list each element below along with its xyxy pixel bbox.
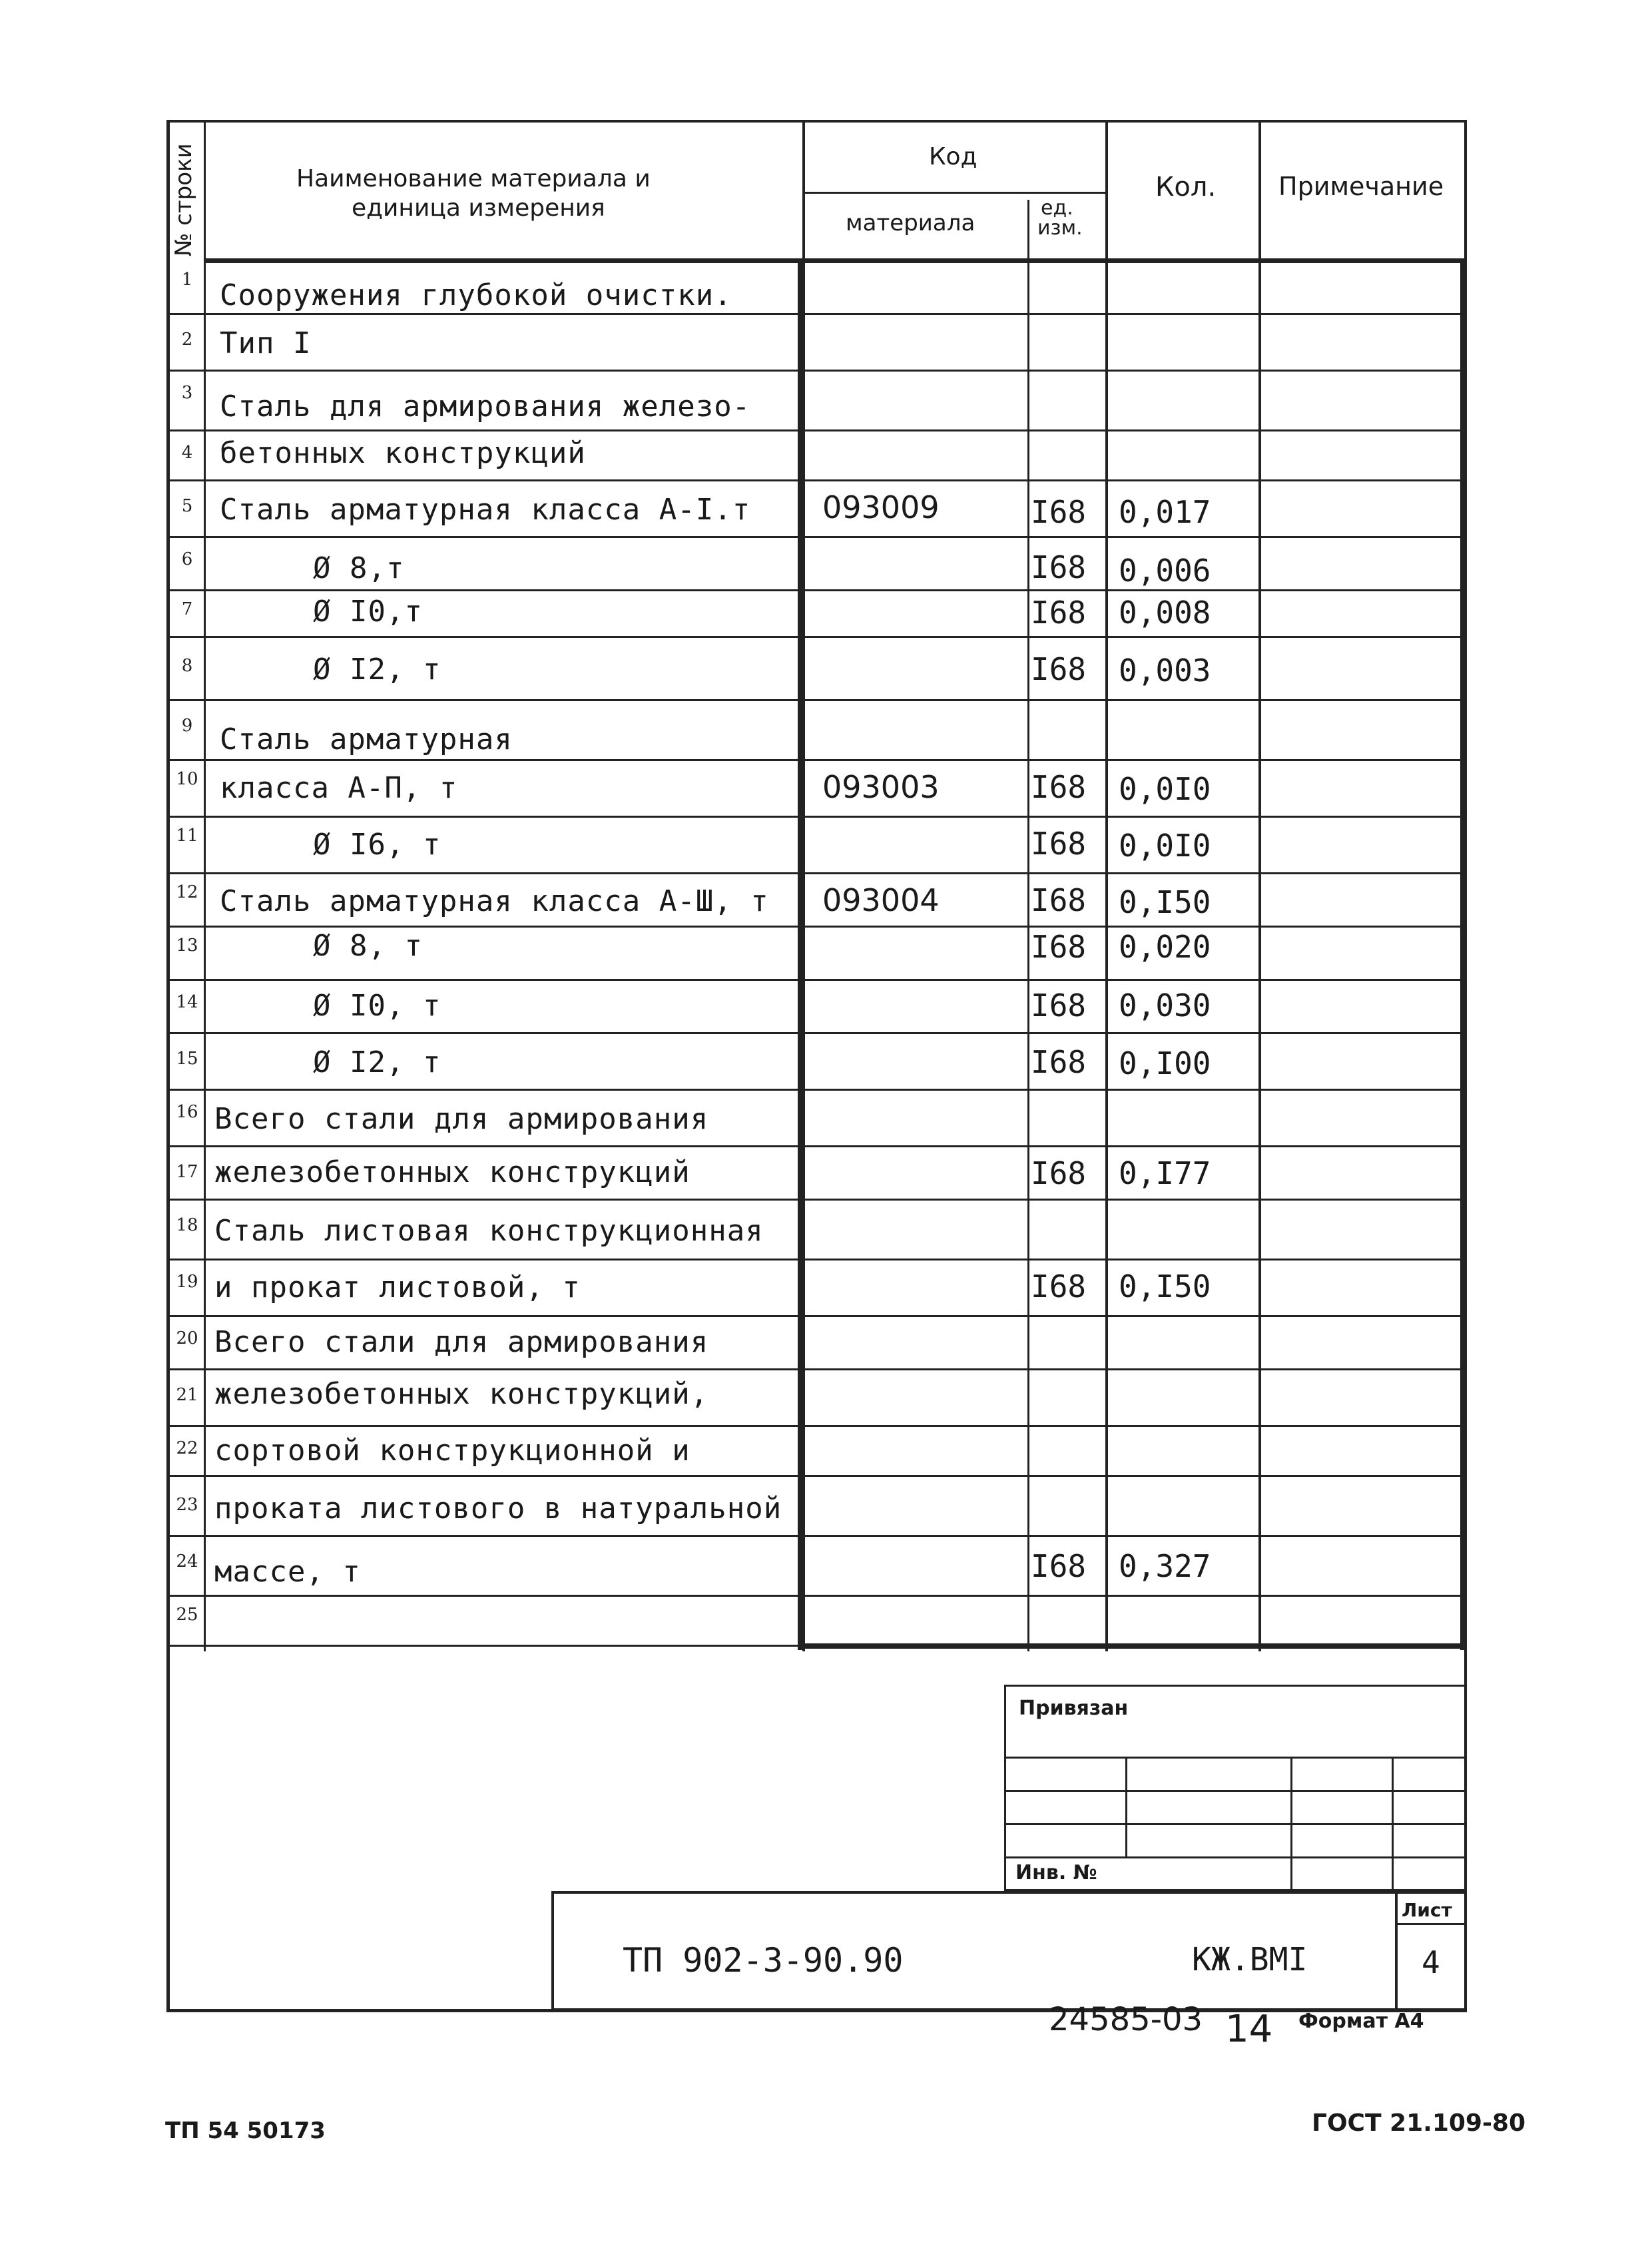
row-qty: 0,I50 [1119, 884, 1211, 920]
format-label: Формат А4 [1298, 2010, 1424, 2033]
row-unit: I68 [1031, 826, 1087, 862]
header-name: Наименование материала и [296, 165, 651, 192]
row-number: 7 [181, 599, 193, 619]
row-unit: I68 [1031, 1044, 1087, 1080]
row-name: железобетонных конструкций, [214, 1377, 709, 1411]
row-name: Сталь листовая конструкционная [214, 1214, 764, 1248]
row-unit: I68 [1031, 595, 1087, 631]
row-unit: I68 [1031, 549, 1087, 585]
row-qty: 0,327 [1119, 1548, 1211, 1584]
row-qty: 0,017 [1119, 494, 1211, 530]
row-qty: 0,020 [1119, 929, 1211, 965]
row-unit: I68 [1031, 651, 1087, 687]
row-number: 4 [181, 443, 193, 463]
left-code: ТП 54 50173 [165, 2117, 326, 2144]
row-number: 14 [176, 992, 198, 1012]
row-qty: 0,I50 [1119, 1268, 1211, 1304]
row-number: 16 [176, 1102, 198, 1122]
row-name: проката листового в натуральной [214, 1492, 782, 1526]
sheet-number: 4 [1422, 1944, 1440, 1980]
row-name: Ø I6, т [313, 828, 441, 862]
header-code-material: материала [846, 210, 975, 236]
row-number: 17 [176, 1162, 198, 1182]
row-name: массе, т [214, 1555, 361, 1589]
row-name: железобетонных конструкций [214, 1155, 690, 1189]
row-name: Тип I [220, 326, 312, 360]
row-name: Ø I2, т [313, 1045, 441, 1079]
row-name: Ø I0, т [313, 989, 441, 1023]
row-number: 22 [176, 1438, 198, 1458]
row-number: 1 [181, 270, 193, 290]
row-name: Сталь арматурная [220, 722, 513, 756]
row-number: 13 [176, 936, 198, 956]
row-number: 25 [176, 1605, 198, 1625]
row-number: 24 [176, 1551, 198, 1571]
row-name: Сталь для армирования железо- [220, 390, 751, 423]
row-number: 23 [176, 1495, 198, 1515]
row-qty: 0,I00 [1119, 1045, 1211, 1081]
header-qty: Кол. [1155, 172, 1217, 202]
row-unit: I68 [1031, 769, 1087, 805]
row-name: Ø 8, т [313, 929, 423, 963]
row-number: 21 [176, 1385, 198, 1405]
row-qty: 0,006 [1119, 553, 1211, 589]
row-number: 8 [181, 656, 193, 676]
row-number: 20 [176, 1328, 198, 1348]
row-qty: 0,I77 [1119, 1155, 1211, 1191]
header-row-no: № строки [170, 143, 197, 256]
row-name: Ø 8,т [313, 551, 405, 585]
header-name-line2: единица измерения [352, 194, 605, 222]
row-number: 12 [176, 882, 198, 902]
row-unit: I68 [1031, 1268, 1087, 1304]
row-code: 093003 [822, 769, 940, 805]
row-code: 093009 [822, 489, 940, 525]
row-name: Сооружения глубокой очистки. [220, 278, 732, 312]
drawing-mark: КЖ.ВМI [1192, 1941, 1308, 1978]
row-name: сортовой конструкционной и [214, 1434, 690, 1468]
row-qty: 0,008 [1119, 595, 1211, 631]
row-qty: 0,030 [1119, 987, 1211, 1023]
row-name: класса А-П, т [220, 771, 458, 805]
row-unit: I68 [1031, 882, 1087, 918]
row-name: Ø I0,т [313, 595, 423, 629]
row-name: бетонных конструкций [220, 436, 586, 470]
row-number: 19 [176, 1272, 198, 1292]
header-code: Код [929, 143, 977, 170]
handwritten-page: 14 [1225, 2008, 1273, 2051]
row-qty: 0,0I0 [1119, 828, 1211, 864]
row-number: 6 [181, 549, 193, 569]
row-number: 15 [176, 1049, 198, 1069]
row-qty: 0,003 [1119, 653, 1211, 689]
row-name: и прокат листовой, т [214, 1270, 581, 1304]
row-number: 11 [176, 826, 198, 846]
row-number: 10 [176, 769, 198, 789]
sheet-label: Лист [1402, 1899, 1452, 1921]
inv-label: Инв. № [1015, 1861, 1097, 1884]
row-name: Сталь арматурная класса А-I.т [220, 493, 751, 527]
row-number: 2 [181, 330, 193, 350]
row-unit: I68 [1031, 494, 1087, 530]
bound-label: Привязан [1019, 1697, 1129, 1720]
header-note: Примечание [1278, 172, 1444, 201]
archive-number: 24585-03 [1049, 2001, 1203, 2038]
row-name: Всего стали для армирования [214, 1102, 709, 1136]
row-number: 5 [181, 496, 193, 516]
row-number: 3 [181, 383, 193, 403]
gost-reference: ГОСТ 21.109-80 [1312, 2109, 1526, 2137]
row-name: Всего стали для армирования [214, 1325, 709, 1359]
row-qty: 0,0I0 [1119, 771, 1211, 807]
document-code: ТП 902-3-90.90 [623, 1941, 904, 1980]
row-unit: I68 [1031, 929, 1087, 965]
row-name: Ø I2, т [313, 653, 441, 687]
row-unit: I68 [1031, 987, 1087, 1023]
header-code-unit-2: изм. [1037, 216, 1083, 240]
row-code: 093004 [822, 882, 940, 918]
row-number: 18 [176, 1215, 198, 1235]
row-number: 9 [181, 716, 193, 736]
row-unit: I68 [1031, 1548, 1087, 1584]
row-unit: I68 [1031, 1155, 1087, 1191]
row-name: Сталь арматурная класса А-Ш, т [220, 884, 769, 918]
header-code-unit: ед. [1041, 196, 1073, 220]
